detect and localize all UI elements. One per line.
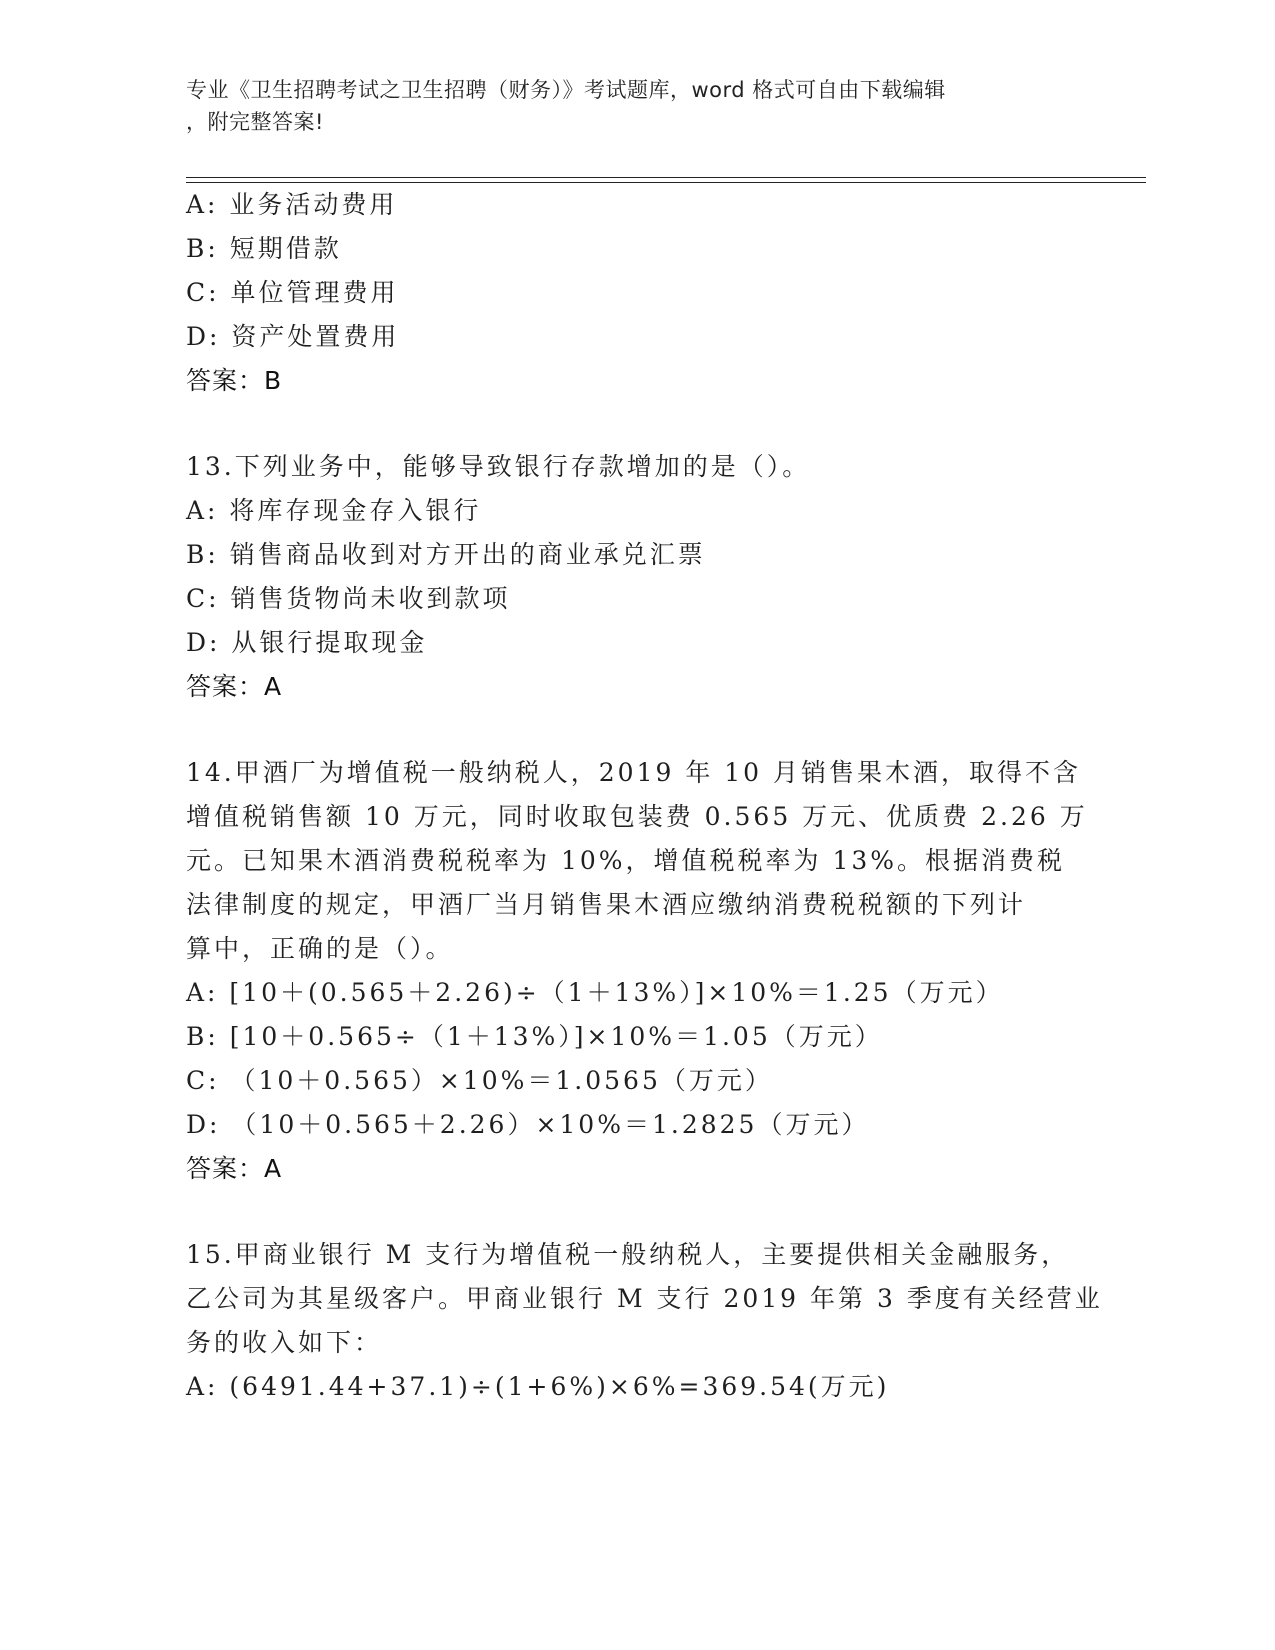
header-divider-bottom xyxy=(186,182,1146,183)
q13-answer: 答案：A xyxy=(186,672,283,701)
q12-option-d: D: 资产处置费用 xyxy=(186,322,400,351)
page-header xyxy=(186,74,1086,138)
q14-option-a: A: [10＋(0.565＋2.26)÷（1＋13%）]×10%＝1.25（万元） xyxy=(186,978,1004,1007)
q14-stem-line-1: 14.甲酒厂为增值税一般纳税人，2019 年 10 月销售果木酒，取得不含 xyxy=(186,758,1082,787)
q13-stem: 13.下列业务中，能够导致银行存款增加的是（）。 xyxy=(186,452,811,481)
q14-stem-line-2: 增值税销售额 10 万元，同时收取包装费 0.565 万元、优质费 2.26 万 xyxy=(186,802,1088,831)
q14-stem-line-4: 法律制度的规定，甲酒厂当月销售果木酒应缴纳消费税税额的下列计 xyxy=(186,890,1027,919)
q14-option-d: D: （10＋0.565＋2.26）×10%＝1.2825（万元） xyxy=(186,1110,870,1139)
q12-option-c: C: 单位管理费用 xyxy=(186,278,399,307)
q14-answer: 答案：A xyxy=(186,1154,283,1183)
q14-stem-line-3: 元。已知果木酒消费税税率为 10%，增值税税率为 13%。根据消费税 xyxy=(186,846,1066,875)
q14-option-b: B: [10＋0.565÷（1＋13%）]×10%＝1.05（万元） xyxy=(186,1022,883,1051)
header-divider-top xyxy=(186,177,1146,178)
q14-option-c: C: （10＋0.565）×10%＝1.0565（万元） xyxy=(186,1066,773,1095)
q15-stem-line-2: 乙公司为其星级客户。甲商业银行 M 支行 2019 年第 3 季度有关经营业 xyxy=(186,1284,1103,1313)
q13-option-a: A: 将库存现金存入银行 xyxy=(186,496,482,525)
q14-stem-line-5: 算中，正确的是（）。 xyxy=(186,934,454,963)
header-line-2: ，附完整答案! xyxy=(186,110,324,134)
q15-stem-line-3: 务的收入如下： xyxy=(186,1328,383,1357)
header-line-1: 专业《卫生招聘考试之卫生招聘（财务）》考试题库，word 格式可自由下载编辑 xyxy=(186,78,946,102)
q13-option-d: D: 从银行提取现金 xyxy=(186,628,428,657)
q12-answer: 答案：B xyxy=(186,366,283,395)
q12-option-a: A: 业务活动费用 xyxy=(186,190,398,219)
q13-option-b: B: 销售商品收到对方开出的商业承兑汇票 xyxy=(186,540,706,569)
q15-option-a: A: (6491.44+37.1)÷(1+6%)×6%=369.54(万元) xyxy=(186,1372,890,1401)
q15-stem-line-1: 15.甲商业银行 M 支行为增值税一般纳税人，主要提供相关金融服务， xyxy=(186,1240,1070,1269)
q13-option-c: C: 销售货物尚未收到款项 xyxy=(186,584,511,613)
q12-option-b: B: 短期借款 xyxy=(186,234,342,263)
